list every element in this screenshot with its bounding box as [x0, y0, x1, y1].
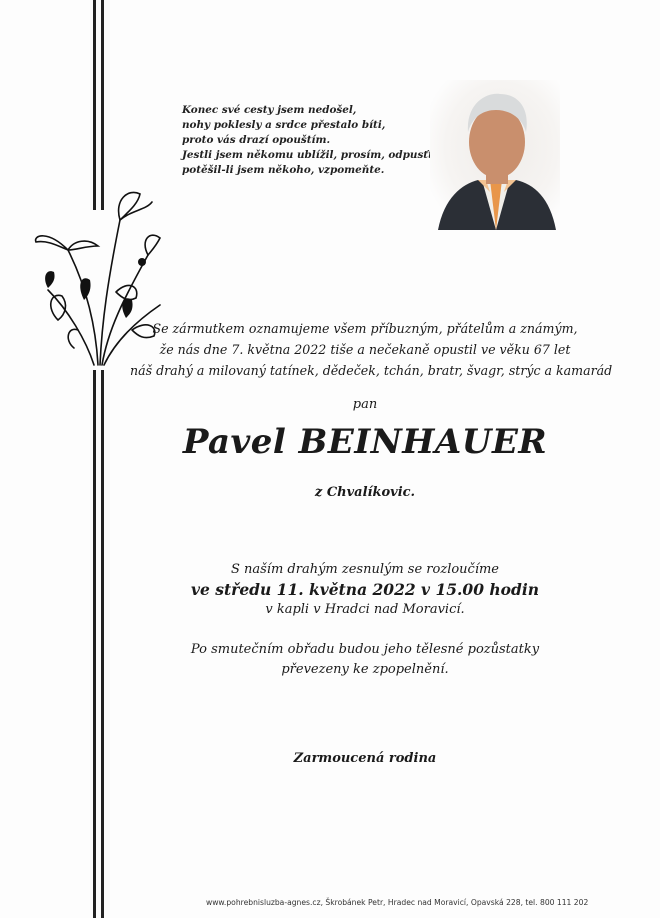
cremation-note — [130, 640, 600, 680]
cremation-line: převezeny ke zpopelnění. — [281, 662, 449, 677]
poem-line: proto vás drazí opouštím. — [182, 134, 331, 146]
decorative-line-left — [93, 0, 96, 918]
ceremony-info — [130, 560, 600, 620]
poem-line: nohy poklesly a srdce přestalo bíti, — [182, 119, 386, 131]
poem-line: Konec své cesty jsem nedošel, — [182, 104, 357, 116]
announcement-text — [130, 318, 613, 381]
announcement-line: že nás dne 7. května 2022 tiše a nečekaně opustil ve věku 67 let — [159, 342, 571, 357]
portrait-photo — [430, 80, 560, 230]
ceremony-location: v kapli v Hradci nad Moravicí. — [265, 602, 465, 617]
poem-line: potěšil-li jsem někoho, vzpomeňte. — [182, 164, 385, 176]
decorative-line-right — [101, 0, 104, 918]
memorial-poem — [182, 103, 462, 178]
ceremony-line: S naším drahým zesnulým se rozloučíme — [230, 562, 500, 577]
funeral-service-footer: www.pohrebnisluzba-agnes.cz, Škrobánek Petr, Hradec nad Moravicí, Opavská 228, tel. 800 111 202 — [206, 898, 589, 907]
poem-line: Jestli jsem někomu ublížil, prosím, odpusťte mi, — [182, 149, 462, 161]
deceased-name: Pavel BEINHAUER — [182, 422, 548, 462]
origin-place: z Chvalíkovic. — [314, 485, 416, 500]
title-word: pan — [352, 397, 378, 412]
family-signature: Zarmoucená rodina — [293, 751, 437, 766]
ceremony-datetime: ve středu 11. května 2022 v 15.00 hodin — [191, 580, 539, 599]
announcement-line: náš drahý a milovaný tatínek, dědeček, tchán, bratr, švagr, strýc a kamarád — [130, 363, 613, 378]
cremation-line: Po smutečním obřadu budou jeho tělesné pozůstatky — [190, 642, 540, 657]
announcement-line: Se zármutkem oznamujeme všem příbuzným, přátelům a známým, — [152, 321, 578, 336]
